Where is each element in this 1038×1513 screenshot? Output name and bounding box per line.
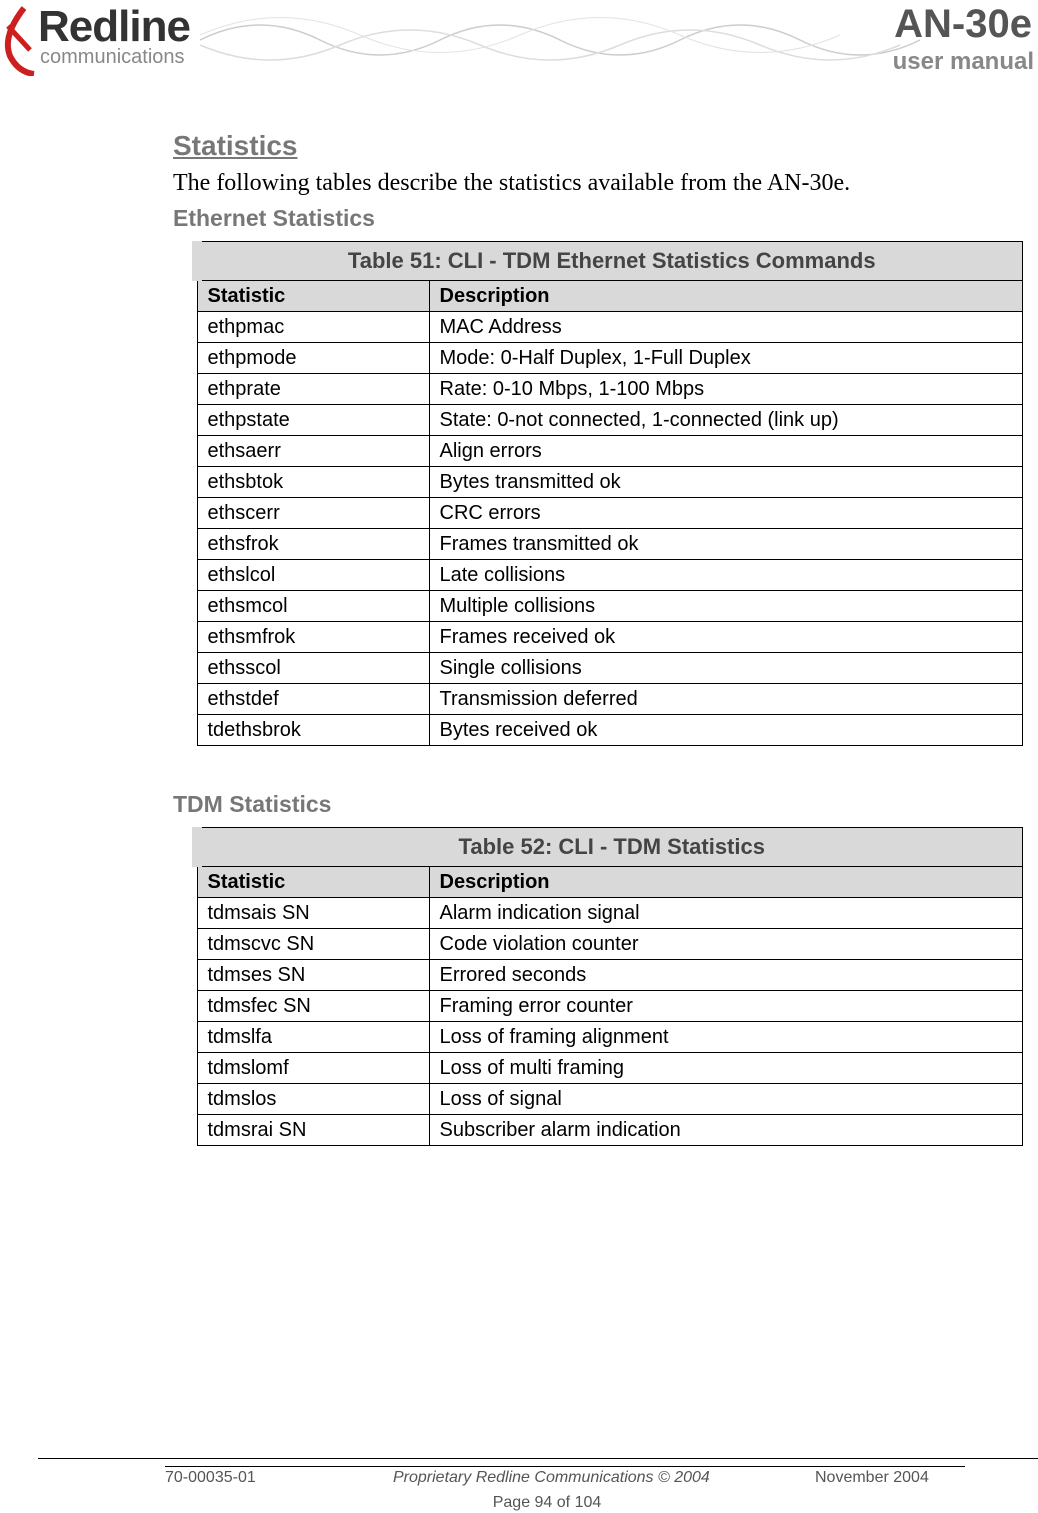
table-row [197,991,1022,1022]
description-cell: Frames received ok [429,622,1022,653]
logo-text: Redline [38,2,190,51]
logo-subtext: communications [40,46,185,68]
table-row [197,684,1022,715]
statistic-cell: tdethsbrok [197,715,429,746]
description-cell: Loss of multi framing [429,1053,1022,1084]
column-header: Description [429,281,1022,312]
statistic-cell: ethpmac [197,312,429,343]
table-row [197,436,1022,467]
redline-logo-icon [0,6,36,76]
tdm-statistics-table [192,827,1023,1146]
table-row [197,1053,1022,1084]
statistic-cell: tdmslfa [197,1022,429,1053]
section-title: Statistics [173,130,298,161]
column-header: Description [429,867,1022,898]
description-cell: Align errors [429,436,1022,467]
description-cell: Frames transmitted ok [429,529,1022,560]
page-header [0,0,1038,90]
statistic-cell: ethsmfrok [197,622,429,653]
statistic-cell: ethprate [197,374,429,405]
manual-label: user manual [892,48,1034,75]
statistic-cell: tdmslos [197,1084,429,1115]
statistic-cell: ethstdef [197,684,429,715]
description-cell: Framing error counter [429,991,1022,1022]
description-cell: Loss of framing alignment [429,1022,1022,1053]
description-cell: Alarm indication signal [429,898,1022,929]
statistic-cell: ethscerr [197,498,429,529]
statistic-cell: ethsmcol [197,591,429,622]
description-cell: Bytes transmitted ok [429,467,1022,498]
column-header: Statistic [197,867,429,898]
intro-text: The following tables describe the statistics available from the AN-30e. [173,170,851,196]
description-cell: Subscriber alarm indication [429,1115,1022,1146]
table-row [197,622,1022,653]
statistic-cell: ethsbtok [197,467,429,498]
ethernet-statistics-table [192,241,1023,746]
statistic-cell: tdmses SN [197,960,429,991]
statistic-cell: ethslcol [197,560,429,591]
table-row [197,343,1022,374]
footer-date: November 2004 [815,1469,929,1486]
statistic-cell: ethpmode [197,343,429,374]
statistic-cell: ethsfrok [197,529,429,560]
footer-doc-number: 70-00035-01 [165,1469,256,1486]
statistic-cell: ethsscol [197,653,429,684]
statistic-cell: tdmsrai SN [197,1115,429,1146]
footer-proprietary: Proprietary Redline Communications © 2004 [393,1469,710,1486]
table-row [197,312,1022,343]
table-row [197,560,1022,591]
table-row [197,591,1022,622]
description-cell: MAC Address [429,312,1022,343]
tdm-heading: TDM Statistics [173,791,332,817]
description-cell: Errored seconds [429,960,1022,991]
description-cell: Transmission deferred [429,684,1022,715]
description-cell: Single collisions [429,653,1022,684]
table-row [197,529,1022,560]
table-row [197,960,1022,991]
statistic-cell: tdmsfec SN [197,991,429,1022]
table-row [197,1022,1022,1053]
description-cell: State: 0-not connected, 1-connected (link up) [429,405,1022,436]
table-row [197,653,1022,684]
table-row [197,1115,1022,1146]
table-row [197,1084,1022,1115]
footer-divider [165,1466,965,1467]
table-row [197,715,1022,746]
description-cell: Code violation counter [429,929,1022,960]
description-cell: Rate: 0-10 Mbps, 1-100 Mbps [429,374,1022,405]
table-row [197,467,1022,498]
table-row [197,374,1022,405]
footer-page-number: Page 94 of 104 [492,1494,602,1511]
column-header-row [197,867,1022,898]
statistic-cell: tdmslomf [197,1053,429,1084]
ethernet-heading: Ethernet Statistics [173,205,375,231]
statistic-cell: ethsaerr [197,436,429,467]
statistic-cell: tdmscvc SN [197,929,429,960]
description-cell: Late collisions [429,560,1022,591]
table-row [197,898,1022,929]
statistic-cell: tdmsais SN [197,898,429,929]
description-cell: CRC errors [429,498,1022,529]
description-cell: Mode: 0-Half Duplex, 1-Full Duplex [429,343,1022,374]
description-cell: Bytes received ok [429,715,1022,746]
column-header-row [197,281,1022,312]
table-row [197,405,1022,436]
footer-divider [38,1458,1038,1459]
column-header: Statistic [197,281,429,312]
description-cell: Multiple collisions [429,591,1022,622]
table-caption: Table 52: CLI - TDM Statistics [197,828,1022,867]
table-caption: Table 51: CLI - TDM Ethernet Statistics Commands [197,242,1022,281]
statistic-cell: ethpstate [197,405,429,436]
product-title: AN-30e [894,2,1032,46]
table-row [197,929,1022,960]
table-row [197,498,1022,529]
description-cell: Loss of signal [429,1084,1022,1115]
